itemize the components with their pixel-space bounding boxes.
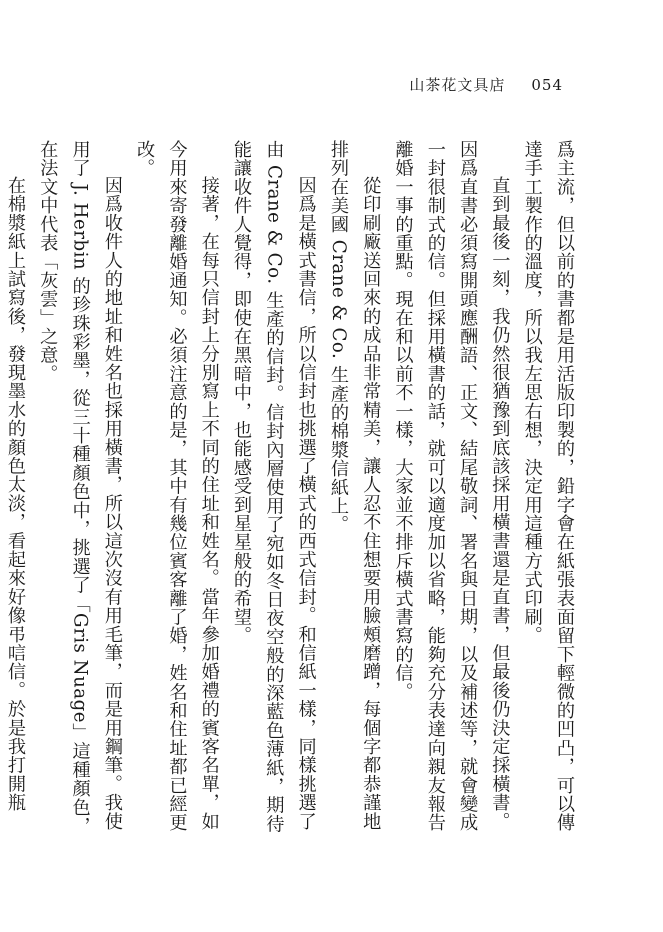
paragraph: 從印刷廠送回來的成品非常精美，讓人忍不住想要用臉頰磨蹭，每個字都恭謹地排列在美國 Crane & Co. 生產的棉漿信紙上。 <box>327 140 382 831</box>
paragraph: 因爲是橫式書信，所以信封也挑選了橫式的西式信封。和信紙一樣，同樣挑選了由 Crane & Co. 生產的信封。信封內層使用了宛如冬日夜空般的深藍色薄紙，期待能讓收件人覺得，即使在黑暗中，也能感受到星星般的希望。 <box>231 140 317 834</box>
book-title: 山茶花文具店 <box>409 76 506 94</box>
page-number: 054 <box>531 76 563 94</box>
paragraph: 因爲收件人的地址和姓名也採用橫書，所以這次沒有用毛筆，而是用鋼筆。我使用了 J. Herbin 的珍珠彩墨，從三十種顏色中，挑選了「Gris Nuage」這種顏色，在法文中代表「灰雲」之意。 <box>37 140 123 836</box>
body-text <box>4 140 580 848</box>
running-header <box>409 74 563 95</box>
paragraph: 爲主流，但以前的書都是用活版印製的，鉛字會在紙張表面留下輕微的凹凸，可以傳達手工製作的溫度，所以我左思右想，決定用這種方式印刷。 <box>521 140 575 832</box>
paragraph: 在棉漿紙上試寫後，發現墨水的顏色太淡，看起來好像弔唁信。於是我打開瓶 <box>4 176 26 813</box>
paragraph: 直到最後一刻，我仍然很猶豫到底該採用橫書還是直書，但最後仍決定採橫書。因爲直書必須寫開頭應酬語、正文、結尾敬詞、署名與日期，以及補述等，就會變成一封很制式的信。但採用橫書的話，就可以適度加以省略，能夠充分表達向親友報告離婚一事的重點。現在和以前不一樣，大家並不排斥橫式書寫的信。 <box>392 140 511 832</box>
paragraph: 接著，在每只信封上分別寫上不同的住址和姓名。當年參加婚禮的賓客名單，如今用來寄發離婚通知。必須注意的是，其中有幾位賓客離了婚，姓名和住址都已經更改。 <box>134 140 220 832</box>
